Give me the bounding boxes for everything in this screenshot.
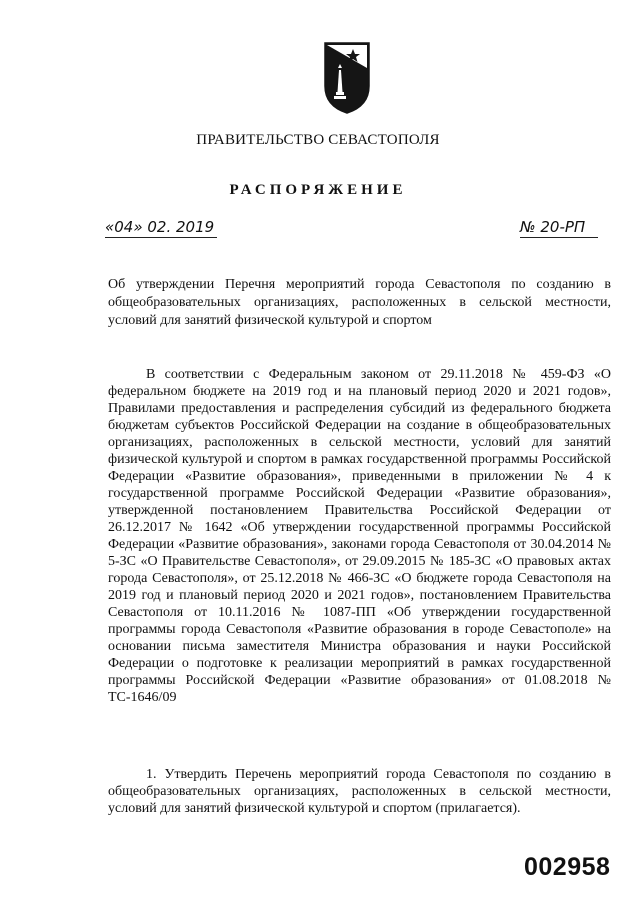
document-type-title: РАСПОРЯЖЕНИЕ xyxy=(229,182,407,198)
document-date: «04» 02. 2019 xyxy=(105,218,217,238)
body-paragraph: В соответствии с Федеральным законом от 29.11.2018 № 459-ФЗ «О федеральном бюджете на 2019 год и на плановый период 2020 и 2021 годов», Правилами предоставления и распределения субсидий из федерального бюджета бюджетам субъектов Российской Федерации на создание в общеобразовательных организациях, расположенных в сельской местности, условий для занятий физической культурой и спортом в рамках государственной программы Российской Федерации «Развитие образования», приведенными в приложении № 4 к государственной программе Российской Федерации «Развитие образования», утвержденной постановлением Правительства Российской Федерации от 26.12.2017 № 1642 «Об утверждении государственной программы Российской Федерации «Развитие образования», законами города Севастополя от 30.04.2014 № 5-ЗС «О Правительстве Севастополя», от 29.09.2015 № 185-ЗС «О правовых актах города Севастополя», от 25.12.2018 № 466-ЗС «О бюджете города Севастополя на 2019 год и плановый период 2020 и 2021 годов», постановлением Правительства Севастополя от 10.11.2016 № 1087-ПП «Об утверждении государственной программы города Севастополя «Развитие образования в городе Севастополе» на основании письма заместителя Министра образования и науки Российской Федерации о подготовке к реализации мероприятий в рамках государственной программы Российской Федерации «Развитие образования» от 01.08.2018 № ТС-1646/09 xyxy=(108,367,611,705)
document-number: № 20-РП xyxy=(520,218,598,238)
body-paragraph-item-1: 1. Утвердить Перечень мероприятий города Севастополя по созданию в общеобразовательных организациях, расположенных в сельской местности, условий для занятий физической культурой и спортом (прилагается). xyxy=(108,767,611,816)
serial-number: 002958 xyxy=(524,853,611,881)
sevastopol-coat-of-arms-icon xyxy=(322,40,372,115)
document-subject: Об утверждении Перечня мероприятий города Севастополя по созданию в общеобразовательных организациях, расположенных в сельской местности, условий для занятий физической культурой и спортом xyxy=(108,277,611,328)
government-title: ПРАВИТЕЛЬСТВО СЕВАСТОПОЛЯ xyxy=(196,132,440,148)
